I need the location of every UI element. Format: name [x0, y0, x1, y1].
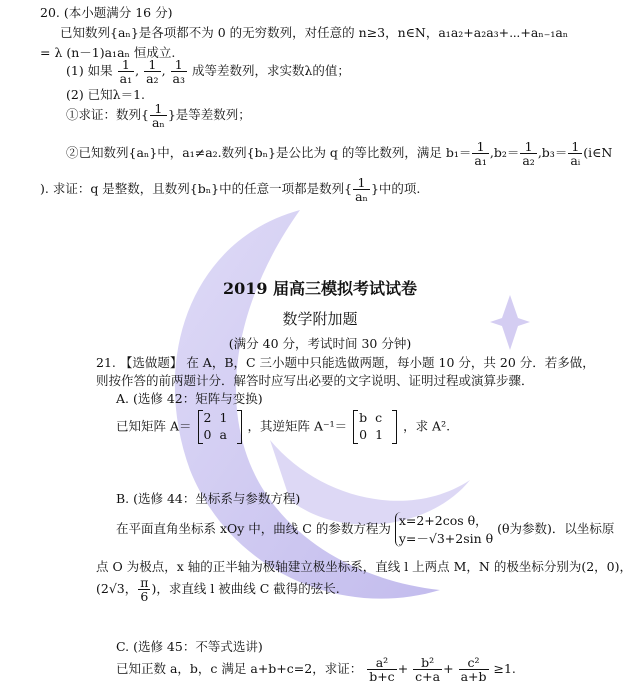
- q20-line1: 已知数列{aₙ}是各项都不为 0 的无穷数列，对任意的 n≥3，n∈N，a₁a₂+a₂a₃+⋯+aₙ₋₁aₙ: [60, 25, 569, 40]
- q21-intro1: 21. 【选做题】 在 A，B，C 三小题中只能选做两题，每小题 10 分，共 20 分．若多做，: [96, 355, 595, 370]
- matrix-a: 2 1 0 a: [198, 410, 242, 444]
- frac-b2: $\frac{1}{\text{a₂}}$: [522, 139, 535, 169]
- q21-b-line3: (2√3， $\frac{\pi}{6}$ )，求直线 l 被曲线 C 截得的弦长.: [96, 575, 340, 605]
- q20-sub3: ). 求证：q 是整数，且数列{bₙ}中的任意一项都是数列{ $\frac{1}{\text{aₙ}}$ }中的项.: [40, 175, 421, 205]
- q20-header: 20. (本小题满分 16 分): [40, 5, 173, 20]
- frac-bi: $\frac{1}{\text{aᵢ}}$: [570, 139, 581, 169]
- q21-b-head: B. (选修 44：坐标系与参数方程): [116, 491, 301, 506]
- matrix-a-inverse: b c 0 1: [353, 410, 397, 444]
- exam-title: 2019 届高三模拟考试试卷: [222, 279, 418, 298]
- q21-a-body: 已知矩阵 A＝ 2 1 0 a ，其逆矩阵 A⁻¹＝ b c 0 1 ，求 A².: [116, 410, 451, 442]
- q21-c-body: 已知正数 a，b，c 满足 a+b+c=2，求证： $\frac{\text{a²}}{b+c}$ + $\frac{\text{b²}}{c+a}$ + $\frac{\text{c²}}{a+b}$ ≥1.: [116, 655, 516, 685]
- q20-part2: (2) 已知λ＝1.: [66, 87, 146, 102]
- frac-1-an-2: $\frac{1}{\text{aₙ}}$: [355, 175, 368, 205]
- param-equations: x=2+2cos θ， y=－√3+2sin θ: [395, 512, 493, 547]
- frac-b1: $\frac{1}{\text{a₁}}$: [474, 139, 487, 169]
- frac-c1: $\frac{\text{a²}}{b+c}$: [369, 655, 395, 685]
- q20-line2: = λ (n－1)a₁aₙ 恒成立.: [40, 45, 176, 60]
- q21-c-head: C. (选修 45：不等式选讲): [116, 639, 263, 654]
- frac-1-a3: $\frac{1}{\text{a₃}}$: [172, 57, 186, 87]
- frac-c2: $\frac{\text{b²}}{c+a}$: [415, 655, 441, 685]
- q21-intro2: 则按作答的前两题计分．解答时应写出必要的文字说明、证明过程或演算步骤．: [96, 373, 534, 388]
- exam-subtitle: 数学附加题: [282, 310, 358, 328]
- q21-b-body: 在平面直角坐标系 xOy 中，曲线 C 的参数方程为 x=2+2cos θ， y=－√3+2sin θ (θ为参数)．以坐标原: [116, 513, 615, 546]
- frac-1-an: $\frac{1}{\text{aₙ}}$: [151, 101, 165, 131]
- frac-1-a1: $\frac{1}{\text{a₁}}$: [119, 57, 133, 87]
- frac-c3: $\frac{\text{c²}}{a+b}$: [460, 655, 487, 685]
- q20-part1-prefix: (1) 如果: [66, 63, 113, 79]
- q20-sub2: ②已知数列{aₙ}中，a₁≠a₂.数列{bₙ}是公比为 q 的等比数列，满足 b₁＝ $\frac{1}{\text{a₁}}$ ,b₂＝ $\frac{1}{\text{a₂}}$ ,b₃＝ $\frac{1}{\text{aᵢ}}$ (i∈N: [66, 139, 613, 169]
- q20-part1-suffix: 成等差数列，求实数λ的值；: [192, 63, 350, 79]
- q20-part1: (1) 如果 $\frac{1}{\text{a₁}}$ , $\frac{1}{\text{a₂}}$ , $\frac{1}{\text{a₃}}$ 成等差数列，求实数λ的值；: [66, 57, 350, 87]
- frac-1-a2: $\frac{1}{\text{a₂}}$: [146, 57, 159, 87]
- exam-info: (满分 40 分，考试时间 30 分钟): [228, 336, 412, 351]
- q21-a-head: A. (选修 42：矩阵与变换): [116, 391, 263, 406]
- frac-pi-6: $\frac{\pi}{6}$: [140, 575, 149, 605]
- q21-b-line2: 点 O 为极点，x 轴的正半轴为极轴建立极坐标系，直线 l 上两点 M，N 的极坐标分别为(2，0)，: [96, 559, 633, 574]
- q20-sub1: ①求证：数列{ $\frac{1}{\text{aₙ}}$ }是等差数列；: [66, 101, 251, 131]
